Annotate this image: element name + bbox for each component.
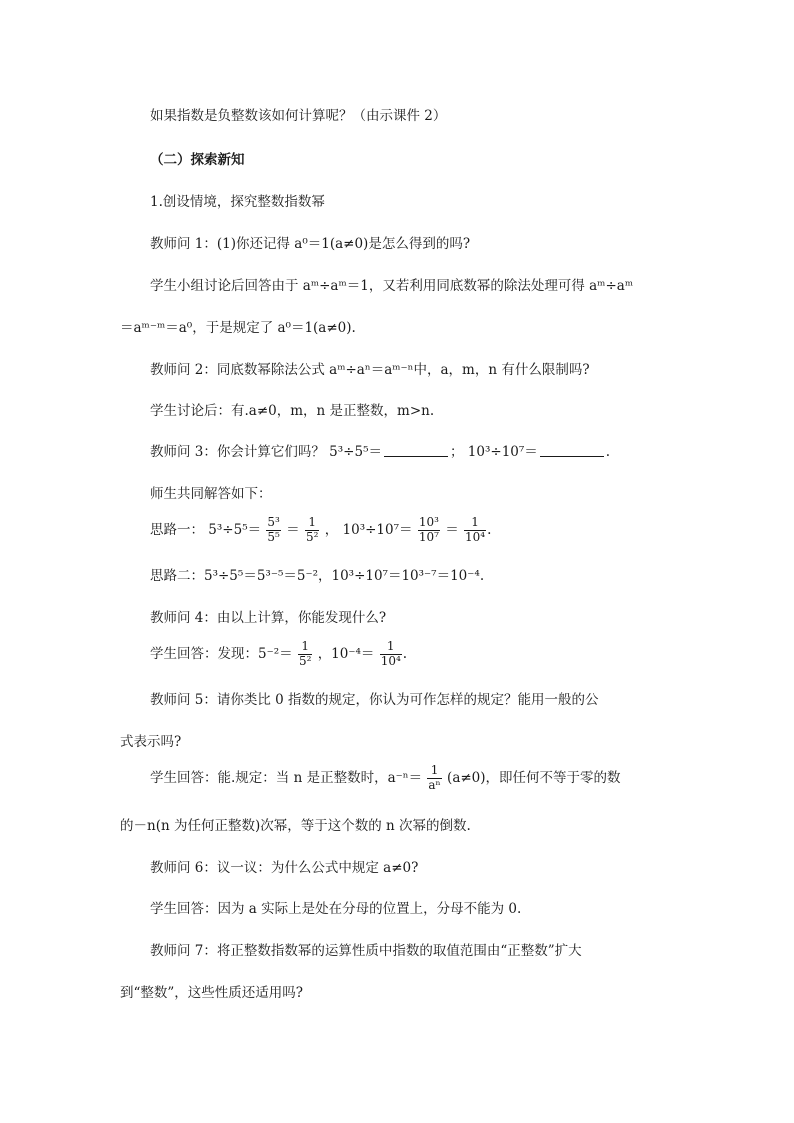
fraction-numerator: 10³ <box>418 515 439 529</box>
answer-blank <box>540 455 604 457</box>
fraction-numerator: 1 <box>427 764 441 779</box>
teacher-question-5-line1: 教师问 5：请你类比 0 指数的规定，你认为可作怎样的规定？能用一般的公 <box>150 692 599 708</box>
a5-text-a: 学生回答：能.规定：当 n 是正整数时，a⁻ⁿ＝ <box>150 769 423 786</box>
q3-text-a: 教师问 3：你会计算它们吗？ 5³÷5⁵＝ <box>150 444 382 460</box>
fraction-numerator: 5³ <box>267 515 280 529</box>
q3-text-c: . <box>605 444 611 460</box>
equals-sign: ＝ <box>286 521 300 538</box>
student-answer-5-line1 <box>150 764 621 793</box>
equals-sign: ＝ <box>445 521 459 538</box>
teacher-question-1: 教师问 1：(1)你还记得 a⁰＝1(a≠0)是怎么得到的吗? <box>150 236 471 252</box>
teacher-question-7-line2: 到“整数”，这些性质还适用吗? <box>120 985 304 1001</box>
answer-blank <box>384 455 448 457</box>
student-answer-1-line1: 学生小组讨论后回答由于 aᵐ÷aᵐ＝1，又若利用同底数幂的除法处理可得 aᵐ÷aᵐ <box>150 278 634 294</box>
subsection-title: 1.创设情境，探究整数指数幂 <box>150 194 325 210</box>
a4-text-b: ，10⁻⁴＝ <box>317 645 375 662</box>
idea1-expr1: 5³÷5⁵＝ <box>208 521 262 538</box>
teacher-question-5-line2: 式表示吗? <box>120 734 182 750</box>
joint-answer-heading: 师生共同解答如下： <box>150 486 272 502</box>
teacher-question-3 <box>150 446 610 460</box>
student-answer-5-line2: 的－n(n 为任何正整数)次幂，等于这个数的 n 次幂的倒数. <box>120 818 471 834</box>
fraction-denominator: 10⁴ <box>465 529 486 544</box>
a4-text-a: 学生回答：发现：5⁻²＝ <box>150 645 293 662</box>
fraction <box>427 764 441 793</box>
a5-text-b: (a≠0)，即任何不等于零的数 <box>447 769 621 786</box>
teacher-question-4: 教师问 4：由以上计算，你能发现什么? <box>150 610 387 626</box>
teacher-question-6: 教师问 6：议一议：为什么公式中规定 a≠0? <box>150 860 419 876</box>
idea1-expr2: 10³÷10⁷＝ <box>342 521 413 538</box>
idea-2: 思路二：5³÷5⁵＝5³⁻⁵＝5⁻²，10³÷10⁷＝10³⁻⁷＝10⁻⁴. <box>150 568 485 584</box>
separator: ， <box>324 521 339 538</box>
idea1-label: 思路一： <box>150 521 204 538</box>
fraction <box>305 516 319 545</box>
fraction <box>464 516 486 545</box>
fraction-numerator: 1 <box>380 640 402 655</box>
fraction <box>418 516 440 545</box>
intro-question: 如果指数是负整数该如何计算呢？（由示课件 2） <box>150 108 447 124</box>
student-answer-1-line2: ＝aᵐ⁻ᵐ＝a⁰，于是规定了 a⁰＝1(a≠0). <box>120 320 356 336</box>
fraction <box>266 516 280 545</box>
student-answer-4 <box>150 640 407 669</box>
fraction-denominator: 5⁵ <box>267 529 280 544</box>
q3-text-b: ； 10³÷10⁷＝ <box>450 444 538 460</box>
teacher-question-7-line1: 教师问 7：将正整数指数幂的运算性质中指数的取值范围由“正整数”扩大 <box>150 943 582 959</box>
idea-1 <box>150 516 491 545</box>
student-answer-6: 学生回答：因为 a 实际上是处在分母的位置上，分母不能为 0. <box>150 901 522 917</box>
fraction-numerator: 1 <box>305 516 319 531</box>
period: . <box>402 645 408 662</box>
fraction-numerator: 1 <box>298 640 312 655</box>
fraction-denominator: 10⁷ <box>418 529 439 544</box>
fraction-denominator: 10⁴ <box>380 653 401 668</box>
section-title: （二）探索新知 <box>150 152 245 168</box>
teacher-question-2: 教师问 2：同底数幂除法公式 aᵐ÷aⁿ＝aᵐ⁻ⁿ中，a，m，n 有什么限制吗? <box>150 362 590 378</box>
fraction-numerator: 1 <box>464 516 486 531</box>
fraction-denominator: 5² <box>305 529 319 544</box>
fraction-denominator: aⁿ <box>428 777 441 792</box>
student-answer-2: 学生讨论后：有.a≠0，m，n 是正整数，m>n. <box>150 403 435 419</box>
period: . <box>487 521 492 538</box>
fraction-denominator: 5² <box>298 653 312 668</box>
fraction <box>380 640 402 669</box>
fraction <box>298 640 312 669</box>
